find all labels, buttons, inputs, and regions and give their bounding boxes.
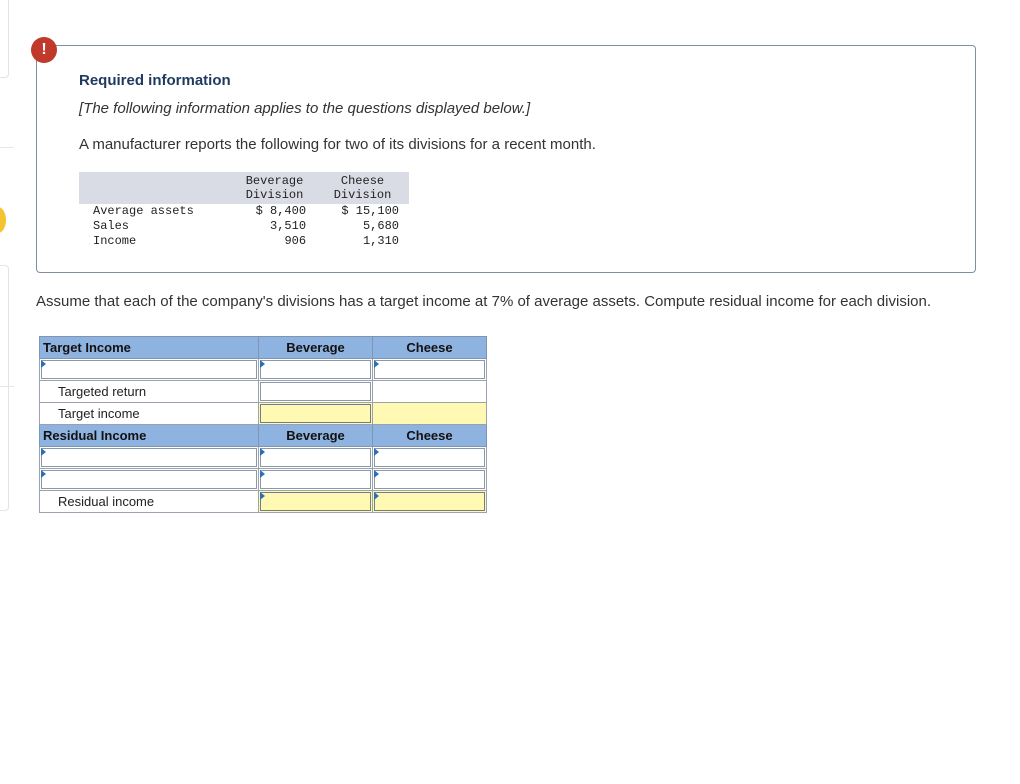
residual-label-dropdown-1[interactable]	[40, 447, 259, 469]
beverage-header-line1: Beverage	[245, 174, 304, 188]
residual-label-dropdown-2[interactable]	[40, 469, 259, 491]
target-income-header-row	[40, 337, 487, 359]
beverage-header-line2: Division	[245, 188, 304, 202]
residual-beverage-input-1[interactable]	[259, 447, 373, 469]
cheese-value: $ 15,100	[341, 204, 399, 218]
beverage-division-header	[233, 172, 316, 204]
required-information-box	[36, 45, 976, 273]
residual-income-cheese-input[interactable]	[373, 491, 487, 513]
residual-income-beverage-input[interactable]	[259, 491, 373, 513]
dropdown-marker-icon	[374, 360, 379, 368]
dropdown-marker-icon	[260, 470, 265, 478]
division-header-row	[79, 172, 409, 204]
row-label: Income	[93, 234, 137, 248]
beverage-value: 906	[284, 234, 307, 248]
residual-input-row-2	[40, 469, 487, 491]
target-label-dropdown[interactable]	[40, 359, 259, 381]
cheese-column-header: Cheese	[373, 425, 487, 447]
dropdown-marker-icon	[374, 448, 379, 456]
target-input-row	[40, 359, 487, 381]
dropdown-marker-icon	[260, 360, 265, 368]
division-data-table	[79, 172, 409, 249]
residual-income-label: Residual income	[40, 491, 259, 513]
dropdown-marker-icon	[374, 470, 379, 478]
info-note: [The following information applies to the questions displayed below.]	[79, 100, 531, 117]
targeted-return-beverage-input[interactable]	[259, 381, 373, 403]
targeted-return-cheese-cell	[373, 381, 487, 403]
header-blank	[79, 172, 233, 204]
dropdown-marker-icon	[41, 448, 46, 456]
table-row	[79, 219, 409, 234]
beverage-value: 3,510	[270, 219, 307, 233]
cheese-column-header: Cheese	[373, 337, 487, 359]
sidebar-divider	[0, 386, 14, 387]
required-information-title: Required information	[79, 72, 231, 89]
residual-income-header-row	[40, 425, 487, 447]
dropdown-marker-icon	[41, 470, 46, 478]
dropdown-marker-icon	[374, 492, 379, 500]
beverage-column-header: Beverage	[259, 337, 373, 359]
cheese-division-header	[316, 172, 409, 204]
residual-beverage-input-2[interactable]	[259, 469, 373, 491]
targeted-return-label: Targeted return	[40, 381, 259, 403]
residual-income-title: Residual Income	[40, 425, 259, 447]
sidebar-edge-top	[0, 0, 9, 78]
cheese-value: 5,680	[362, 219, 399, 233]
residual-cheese-input-1[interactable]	[373, 447, 487, 469]
dropdown-marker-icon	[260, 448, 265, 456]
beverage-column-header: Beverage	[259, 425, 373, 447]
cheese-value: 1,310	[362, 234, 399, 248]
table-row	[79, 234, 409, 249]
targeted-return-row	[40, 381, 487, 403]
target-income-beverage-input[interactable]	[259, 403, 373, 425]
row-label: Average assets	[93, 204, 194, 218]
sidebar-divider	[0, 147, 14, 148]
alert-icon: !	[31, 37, 57, 63]
sidebar-edge-bottom	[0, 265, 9, 511]
cheese-header-line2: Division	[333, 188, 392, 202]
answer-table	[39, 336, 487, 513]
residual-input-row-1	[40, 447, 487, 469]
table-row	[79, 204, 409, 219]
target-income-row	[40, 403, 487, 425]
beverage-value: $ 8,400	[255, 204, 307, 218]
target-income-title: Target Income	[40, 337, 259, 359]
residual-cheese-input-2[interactable]	[373, 469, 487, 491]
info-intro: A manufacturer reports the following for two of its divisions for a recent month.	[79, 136, 596, 153]
sidebar-indicator-dot	[0, 207, 6, 233]
row-label: Sales	[93, 219, 130, 233]
target-beverage-input[interactable]	[259, 359, 373, 381]
cheese-header-line1: Cheese	[340, 174, 385, 188]
dropdown-marker-icon	[260, 492, 265, 500]
question-text: Assume that each of the company's divisions has a target income at 7% of average assets. Compute residual income for each division.	[36, 293, 931, 310]
dropdown-marker-icon	[41, 360, 46, 368]
target-income-label: Target income	[40, 403, 259, 425]
residual-income-row	[40, 491, 487, 513]
target-cheese-input[interactable]	[373, 359, 487, 381]
target-income-cheese-input[interactable]	[373, 403, 487, 425]
